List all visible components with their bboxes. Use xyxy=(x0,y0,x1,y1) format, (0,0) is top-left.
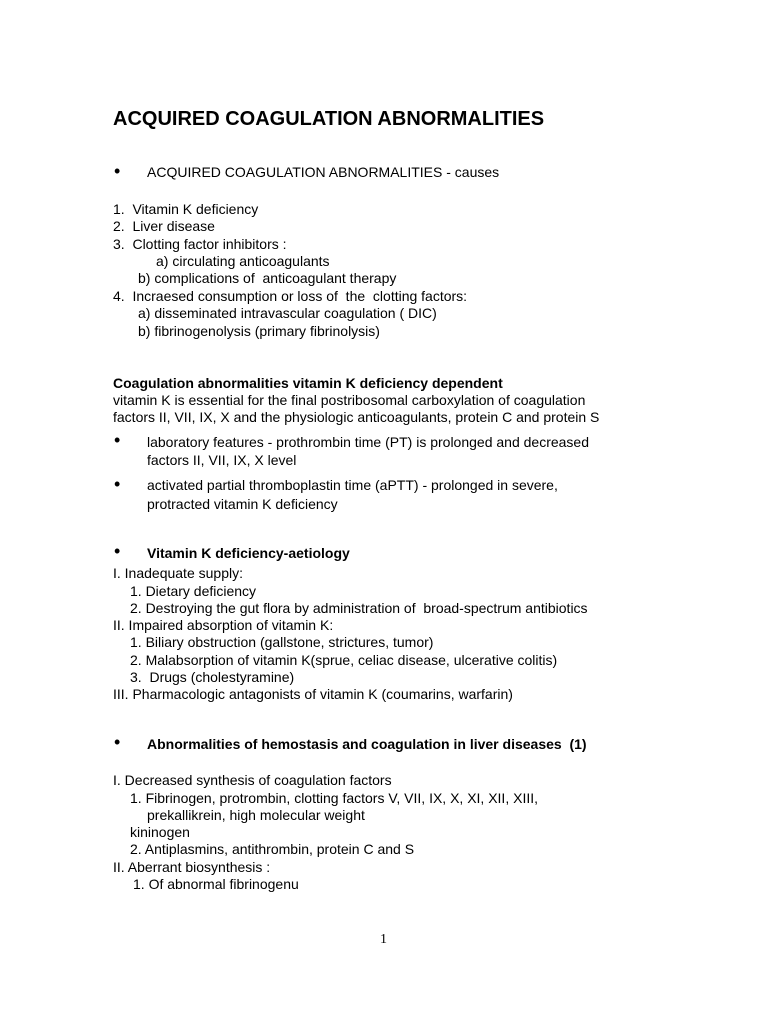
bullet-icon: • xyxy=(114,732,121,752)
list-item: 4. Incraesed consumption or loss of the clotting factors: xyxy=(113,288,468,304)
page-number: 1 xyxy=(380,932,387,947)
list-item: 2. Malabsorption of vitamin K(sprue, celiac disease, ulcerative colitis) xyxy=(130,652,558,668)
list-item: I. Decreased synthesis of coagulation factors xyxy=(113,772,392,788)
list-item: b) fibrinogenolysis (primary fibrinolysis) xyxy=(138,323,380,339)
section-heading: Vitamin K deficiency-aetiology xyxy=(147,545,350,561)
list-item: 1. Of abnormal fibrinogenu xyxy=(133,876,299,892)
paragraph-line: vitamin K is essential for the final postribosomal carboxylation of coagulation xyxy=(113,392,586,408)
bullet-icon: • xyxy=(114,430,121,450)
page-title: ACQUIRED COAGULATION ABNORMALITIES xyxy=(113,108,545,130)
list-item: b) complications of anticoagulant therapy xyxy=(138,270,397,286)
list-item: kininogen xyxy=(130,824,190,840)
list-item: II. Impaired absorption of vitamin K: xyxy=(113,617,334,633)
bullet-text: ACQUIRED COAGULATION ABNORMALITIES - causes xyxy=(147,164,500,180)
list-item: 1. Biliary obstruction (gallstone, strictures, tumor) xyxy=(130,634,434,650)
paragraph-line: factors II, VII, IX, X and the physiologic anticoagulants, protein C and protein S xyxy=(113,409,600,425)
bullet-text: protracted vitamin K deficiency xyxy=(147,496,338,512)
list-item: III. Pharmacologic antagonists of vitamin K (coumarins, warfarin) xyxy=(113,686,513,702)
list-item: 2. Antiplasmins, antithrombin, protein C and S xyxy=(130,841,415,857)
bullet-icon: • xyxy=(114,541,121,561)
section-heading: Abnormalities of hemostasis and coagulation in liver diseases (1) xyxy=(147,736,587,752)
bullet-text: factors II, VII, IX, X level xyxy=(147,452,297,468)
list-item: a) circulating anticoagulants xyxy=(156,253,330,269)
bullet-icon: • xyxy=(114,161,121,181)
list-item: II. Aberrant biosynthesis : xyxy=(113,859,271,875)
list-item: I. Inadequate supply: xyxy=(113,565,243,581)
list-item: 1. Vitamin K deficiency xyxy=(113,201,259,217)
list-item: prekallikrein, high molecular weight xyxy=(147,807,365,823)
list-item: a) disseminated intravascular coagulation ( DIC) xyxy=(138,305,437,321)
list-item: 3. Clotting factor inhibitors : xyxy=(113,236,287,252)
list-item: 2. Liver disease xyxy=(113,218,215,234)
bullet-icon: • xyxy=(114,474,121,494)
list-item: 3. Drugs (cholestyramine) xyxy=(130,669,295,685)
list-item: 2. Destroying the gut flora by administration of broad-spectrum antibiotics xyxy=(130,600,588,616)
bullet-text: activated partial thromboplastin time (aPTT) - prolonged in severe, xyxy=(147,477,558,493)
bullet-text: laboratory features - prothrombin time (PT) is prolonged and decreased xyxy=(147,434,589,450)
list-item: 1. Dietary deficiency xyxy=(130,583,257,599)
list-item: 1. Fibrinogen, protrombin, clotting factors V, VII, IX, X, XI, XII, XIII, xyxy=(130,790,538,806)
section-heading: Coagulation abnormalities vitamin K deficiency dependent xyxy=(113,375,503,391)
